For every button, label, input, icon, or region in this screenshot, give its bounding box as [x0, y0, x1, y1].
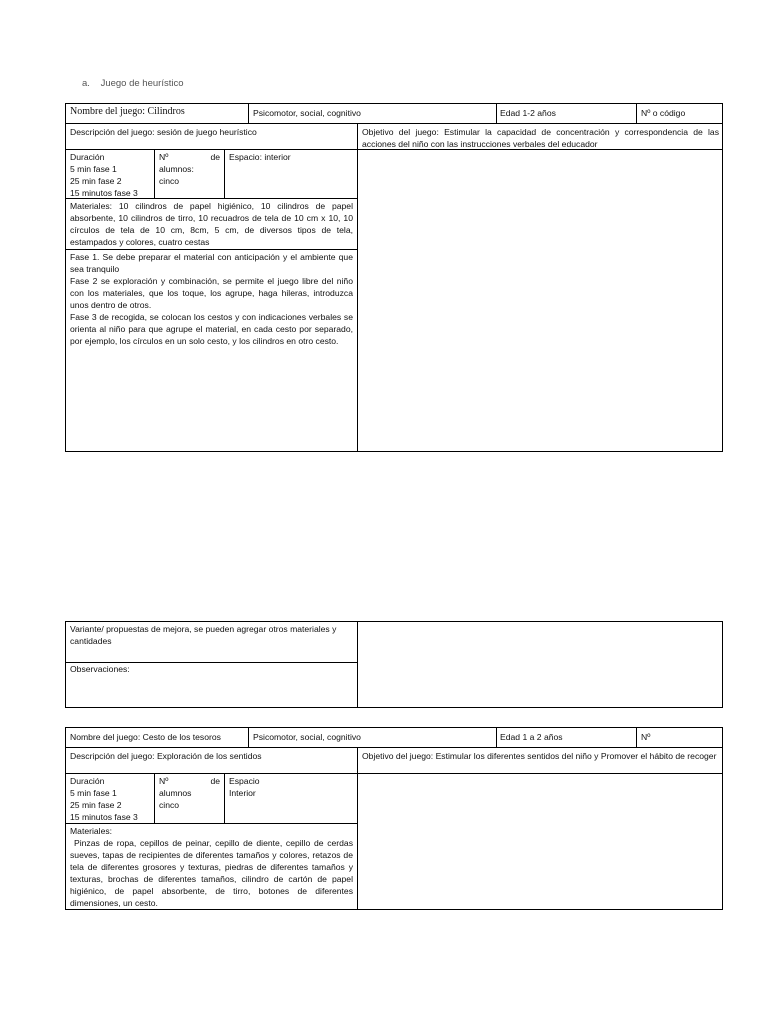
duration-phase1: 5 min fase 1	[70, 788, 117, 798]
variants-table	[65, 621, 723, 708]
list-marker: a.	[82, 78, 90, 89]
game1-phases	[66, 250, 357, 450]
game2-space	[225, 774, 357, 823]
duration-phase2: 25 min fase 2	[70, 800, 122, 810]
game1-objective: Objetivo del juego: Estimular la capacidad de concentración y correspondencia de las acciones del niño con las instrucciones verbales del educador	[362, 127, 719, 149]
students-label: alumnos:	[159, 164, 194, 174]
game2-area: Psicomotor, social, cognitivo	[253, 732, 361, 742]
observations-label: Observaciones:	[70, 664, 130, 674]
duration-label: Duración	[70, 152, 105, 162]
phase-1: Fase 1. Se debe preparar el material con anticipación y el ambiente que sea tranquilo	[70, 252, 353, 274]
game1-table	[65, 103, 723, 452]
game1-code: Nº o código	[641, 108, 686, 118]
space-label: Espacio	[229, 776, 260, 786]
game2-description: Descripción del juego: Exploración de los sentidos	[70, 751, 262, 761]
students-label-left: Nº	[159, 776, 169, 786]
game2-students	[155, 774, 224, 823]
materials-label: Materiales:	[70, 826, 113, 836]
students-label: alumnos	[159, 788, 192, 798]
game2-materials	[66, 824, 357, 910]
game1-area: Psicomotor, social, cognitivo	[253, 108, 361, 118]
game1-age: Edad 1-2 años	[500, 108, 556, 118]
game1-duration	[66, 150, 154, 198]
game2-table	[65, 727, 723, 910]
students-count: cinco	[159, 176, 180, 186]
phase-2: Fase 2 se exploración y combinación, se permite el juego libre del niño con los materiales, que los toque, los agrupe, haga hileras, introduzca unos dentro de otros.	[70, 276, 353, 310]
students-count: cinco	[159, 800, 180, 810]
heading-text: Juego de heurístico	[100, 78, 184, 89]
game2-duration	[66, 774, 154, 823]
materials-text: Pinzas de ropa, cepillos de peinar, cepillo de diente, cepillo de cerdas sueves, tapas de recipientes de diferentes tamaños y colores, retazos de tela de diferentes grosores y texturas, piedras de diferentes tamaños y texturas, brochas de diferentes tamaños, cilindro de cartón de papel higiénico, de papel absorbente, de tirro, botones de diferentes dimensiones, un cesto.	[70, 838, 353, 908]
game1-name: Nombre del juego: Cilindros	[70, 106, 185, 117]
game2-code: Nº	[641, 732, 651, 742]
duration-phase1: 5 min fase 1	[70, 164, 117, 174]
duration-label: Duración	[70, 776, 105, 786]
duration-phase2: 25 min fase 2	[70, 176, 122, 186]
students-label-left: Nº	[159, 152, 169, 162]
section-heading	[82, 78, 184, 90]
game1-description: Descripción del juego: sesión de juego heurístico	[70, 127, 257, 137]
game1-materials: Materiales: 10 cilindros de papel higiénico, 10 cilindros de papel absorbente, 10 cilindros de tirro, 10 recuadros de tela de 10 cm x 10, 10 círculos de tela de 10 cm, 8cm, 5 cm, de diversos tipos de tela, estampados y colores, cuatro cestas	[70, 201, 353, 247]
game1-space: Espacio: interior	[229, 152, 291, 162]
phase-3: Fase 3 de recogida, se colocan los cestos y con indicaciones verbales se orienta al niño para que agrupe el material, en cada cesto por separado, por ejemplo, los círculos en un solo cesto, y los cilindros en otro cesto.	[70, 312, 353, 346]
game2-age: Edad 1 a 2 años	[500, 732, 563, 742]
duration-phase3: 15 minutos fase 3	[70, 188, 138, 198]
game1-students	[155, 150, 224, 198]
duration-phase3: 15 minutos fase 3	[70, 812, 138, 822]
space-value: Interior	[229, 788, 256, 798]
game2-objective: Objetivo del juego: Estimular los diferentes sentidos del niño y Promover el hábito de recoger	[362, 751, 717, 761]
students-label-right: de	[210, 152, 220, 162]
variant-text: Variante/ propuestas de mejora, se pueden agregar otros materiales y cantidades	[70, 624, 337, 646]
students-label-right: de	[210, 776, 220, 786]
game2-name: Nombre del juego: Cesto de los tesoros	[70, 732, 221, 742]
